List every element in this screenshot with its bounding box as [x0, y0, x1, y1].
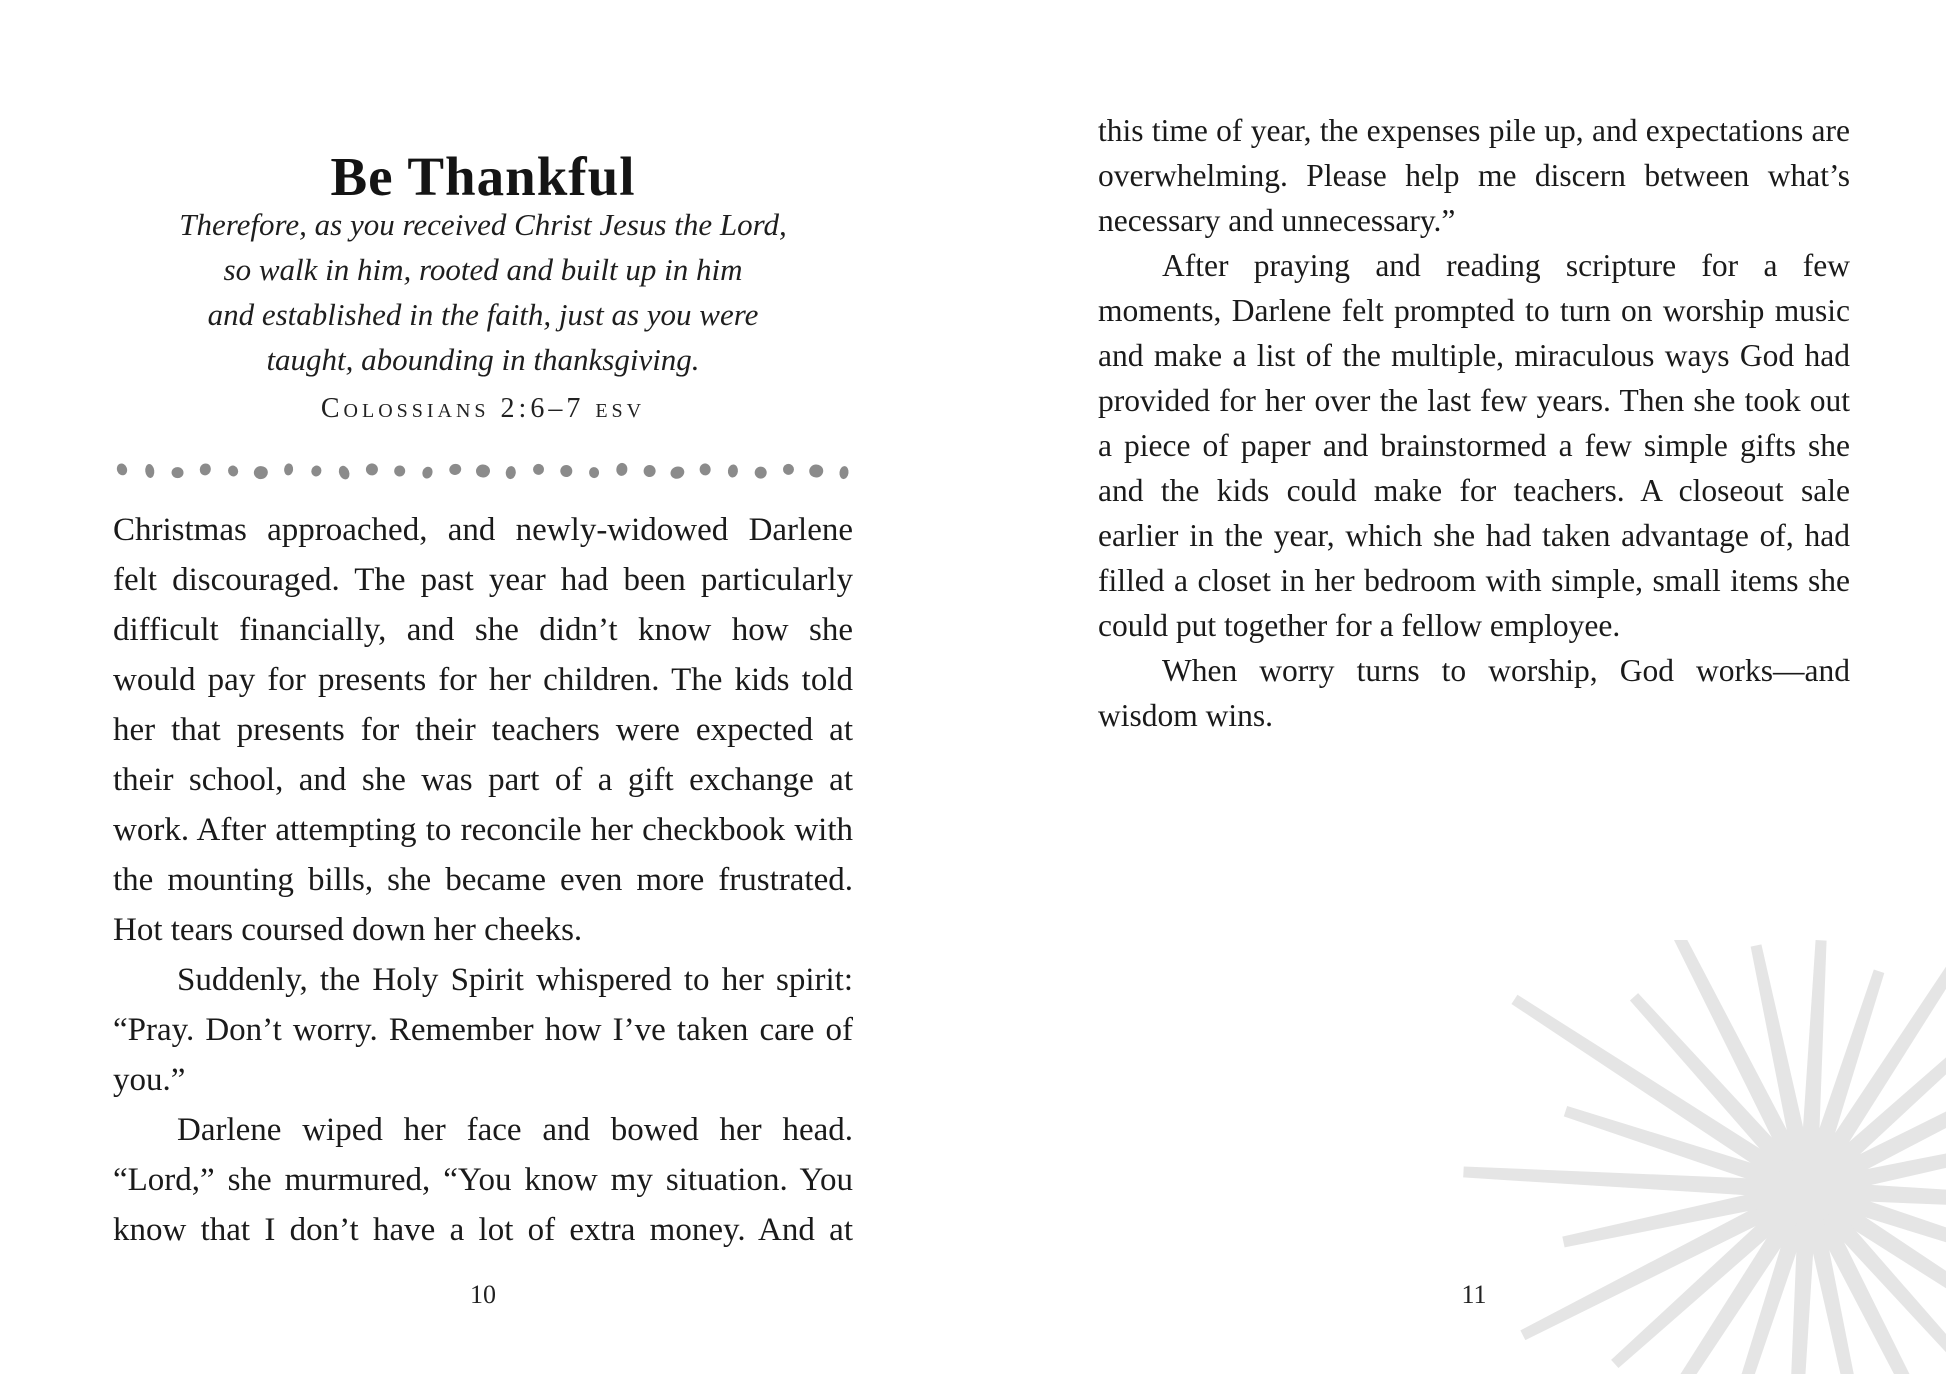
- verse-line: Therefore, as you received Christ Jesus the Lord,: [179, 207, 787, 242]
- body-paragraph: When worry turns to worship, God works—and wisdom wins.: [1098, 653, 1850, 733]
- right-page: [1098, 0, 1850, 1374]
- body-paragraph: Darlene wiped her face and bowed her head. “Lord,” she murmured, “You know my situation. You know that I don’t have a lot of extra money. And at: [113, 1112, 853, 1248]
- left-page: [113, 0, 853, 1374]
- chapter-title: Be Thankful: [330, 145, 636, 207]
- body-paragraph: After praying and reading scripture for a few moments, Darlene felt prompted to turn on worship music and make a list of the multiple, miraculous ways God had provided for her over the last few years. Then she took out a piece of paper and brainstormed a few simple gifts she and the kids could make for teachers. A closeout sale earlier in the year, which she had taken advantage of, had filled a closet in her bedroom with simple, small items she could put together for a fellow employee.: [1098, 248, 1850, 643]
- page-number-left: 10: [470, 1280, 496, 1309]
- verse-reference: Colossians 2:6–7 esv: [320, 393, 646, 424]
- body-paragraph: Suddenly, the Holy Spirit whispered to her spirit: “Pray. Don’t worry. Remember how I’ve taken care of you.”: [113, 962, 853, 1098]
- body-paragraph: Christmas approached, and newly-widowed Darlene felt discouraged. The past year had been particularly difficult financially, and she didn’t know how she would pay for presents for her children. The kids told her that presents for their teachers were expected at their school, and she was part of a gift exchange at work. After attempting to reconcile her checkbook with the mounting bills, she became even more frustrated. Hot tears coursed down her cheeks.: [113, 512, 853, 948]
- verse-line: and established in the faith, just as you were: [207, 297, 759, 332]
- left-page-body: [113, 505, 853, 1255]
- verse-line: so walk in him, rooted and built up in him: [223, 252, 743, 287]
- dotted-divider-icon: [113, 458, 853, 484]
- body-paragraph: this time of year, the expenses pile up, and expectations are overwhelming. Please help me discern between what’s necessary and unnecessary.”: [1098, 113, 1850, 238]
- verse-quote: [113, 202, 853, 382]
- page-number-right: 11: [1461, 1280, 1487, 1309]
- verse-line: taught, abounding in thanksgiving.: [266, 342, 700, 377]
- right-page-body: [1098, 108, 1850, 738]
